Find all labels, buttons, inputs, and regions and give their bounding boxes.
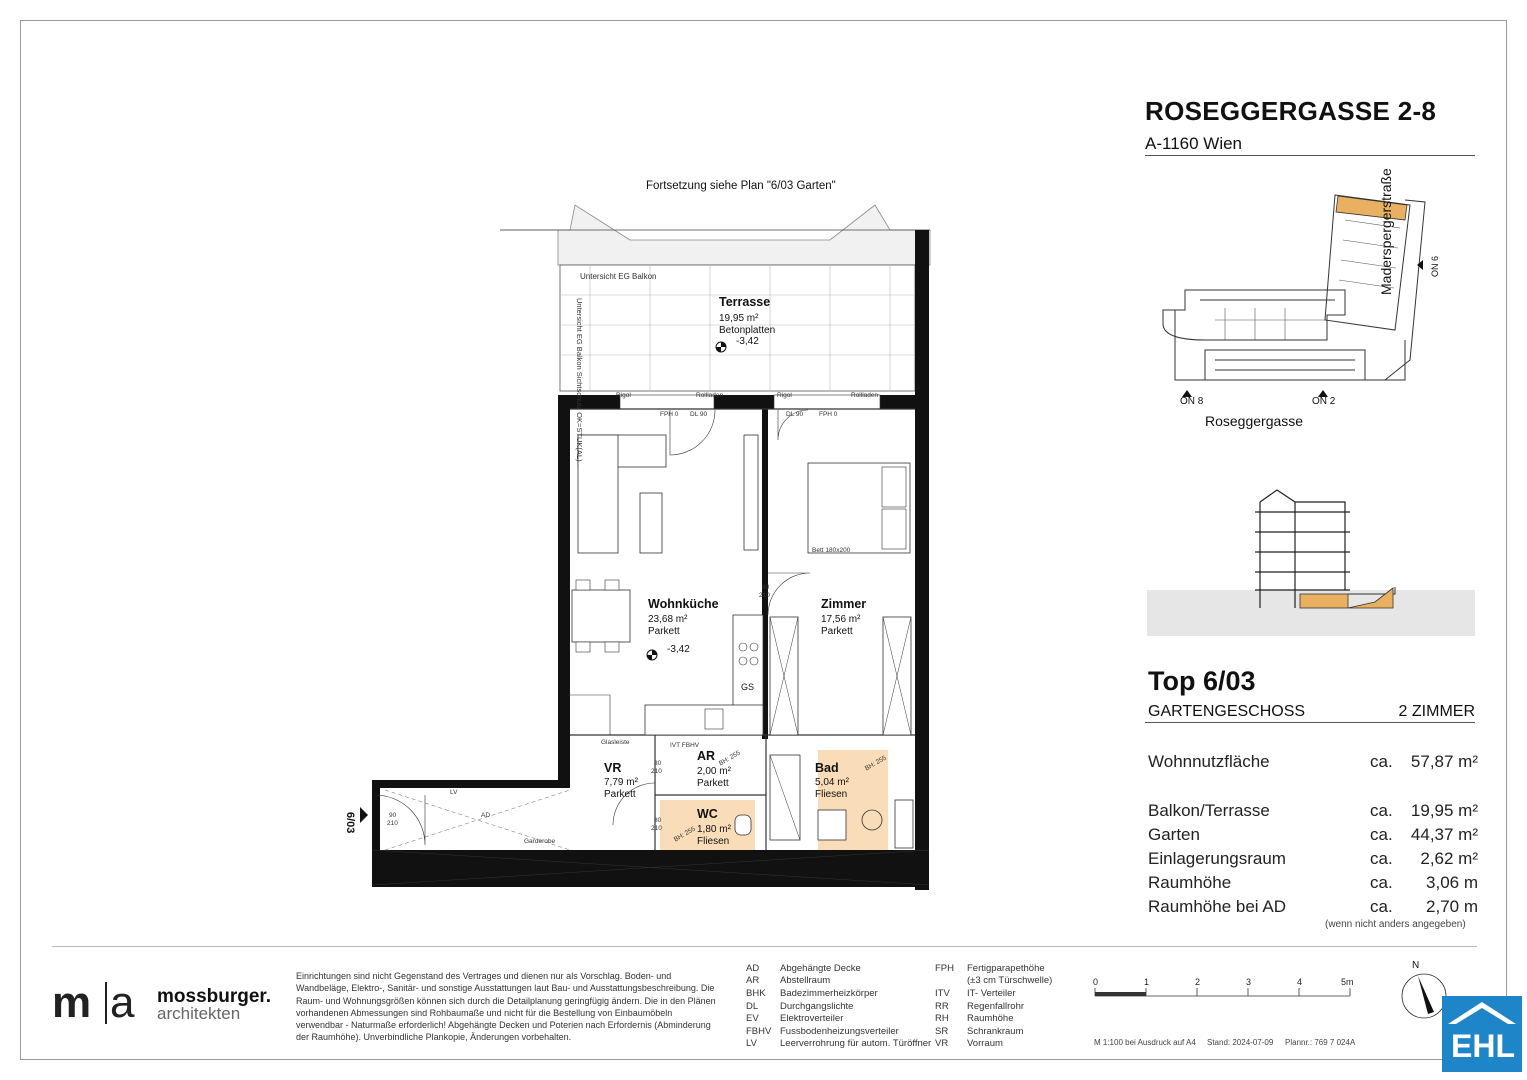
area-value: 3,06 m [1426,873,1478,892]
terrace-level: -3,42 [736,336,759,347]
door-width-label: 80 [762,584,770,591]
area-value: 2,62 m² [1420,849,1478,868]
area-row-height-ad [1148,897,1478,921]
abbr-key: AR [746,975,760,986]
scale-tick-label: 1 [1144,977,1150,987]
fph-label: FPH 0 [660,411,679,418]
entrance-arrow-icon [360,807,368,823]
dl-label-2: DL 90 [786,411,804,418]
hall-name: VR [604,761,622,775]
site-entrance-right: ON 6 [1430,255,1440,277]
abbr-value: Durchgangslichte [780,1001,854,1012]
project-title: ROSEGGERGASSE 2-8 [1145,96,1437,126]
area-value: 57,87 m² [1410,752,1478,771]
living-area: 23,68 m² [648,614,688,625]
abbr-key: VR [935,1038,949,1049]
area-value: 19,95 m² [1410,801,1478,820]
abbr-value: Abgehängte Decke [780,963,861,974]
area-label: Raumhöhe [1148,873,1232,892]
abbr-value: Abstellraum [780,975,831,986]
abbr-key: LV [746,1038,757,1049]
abbr-key: ITV [935,988,950,999]
plan-date: Stand: 2024-07-09 [1207,1038,1274,1047]
abbr-key: RH [935,1013,949,1024]
abbr-value: Elektroverteiler [780,1013,844,1024]
balcony-under-vertical: Untersicht EG Balkon Sichtschutz OK=STUK(AL) [575,298,584,462]
door-width-label-2: 80 [654,760,662,767]
terrace-floor: Betonplatten [719,325,776,336]
lv-label: LV [450,789,458,796]
abbr-value: Vorraum [967,1038,1003,1049]
logo-divider [105,982,107,1024]
area-label: Wohnnutzfläche [1148,752,1270,771]
abbr-value: IT- Verteiler [967,988,1016,999]
area-ca: ca. [1370,873,1393,892]
bedroom-area: 17,56 m² [821,614,861,625]
area-label: Raumhöhe bei AD [1148,897,1286,916]
scale-tick-label: 0 [1093,977,1099,987]
abbr-value: Fussbodenheizungsverteiler [780,1026,899,1037]
rigol-label: Rigol [616,392,631,399]
glass-label: Glasleiste [601,739,630,746]
scale-tick-label: 4 [1297,977,1303,987]
rollladen-label-2: Rollladen [851,392,879,399]
area-ca: ca. [1370,897,1393,916]
door-height-label-3: 210 [651,825,662,832]
bh-label-3: BH: 255 [672,825,697,844]
scale-note: M 1:100 bei Ausdruck auf A4 [1094,1038,1196,1047]
bath-name: Bad [815,761,839,775]
footer-divider [52,946,1477,947]
bedroom-floor: Parkett [821,626,853,637]
storage-name: AR [697,749,716,763]
abbr-key: RR [935,1001,949,1012]
door-width-label-3: 80 [654,817,662,824]
scale-tick-label: 3 [1246,977,1252,987]
rigol-label-2: Rigol [777,392,792,399]
abbr-key: FBHV [746,1026,772,1037]
site-entrance-left: ON 8 [1180,396,1204,407]
bath-area: 5,04 m² [815,777,849,788]
area-label: Balkon/Terrasse [1148,801,1270,820]
site-entrance-mid: ON 2 [1312,396,1336,407]
gs-label: GS [741,682,755,692]
hall-area: 7,79 m² [604,777,638,788]
site-street-right: Maderspergerstraße [1378,168,1394,295]
area-ca: ca. [1370,849,1393,868]
wc-area: 1,80 m² [697,824,731,835]
area-row-garden [1148,825,1478,849]
storage-floor: Parkett [697,778,729,789]
area-label: Einlagerungsraum [1148,849,1286,868]
area-ca: ca. [1370,801,1393,820]
dl-label: DL 90 [690,411,708,418]
abbr-key: FPH [935,963,954,974]
abbr-value: Regenfallrohr [967,1001,1025,1012]
plan-number: Plannr.: 769 7 024A [1285,1038,1356,1047]
logo-name: mossburger. [157,986,272,1007]
scale-tick-label: 2 [1195,977,1201,987]
unit-divider [1145,722,1475,723]
abbr-value: Fertigparapethöhe [967,963,1045,974]
abbr-key: EV [746,1013,759,1024]
abbr-key: DL [746,1001,759,1012]
ehl-text: EHL [1451,1028,1515,1064]
bh-label-2: BH: 255 [863,754,888,773]
north-label: N [1412,960,1420,971]
bed-label: Bett 180x200 [812,547,851,554]
rollladen-label: Rollladen [696,392,724,399]
bath-floor: Fliesen [815,789,848,800]
terrace-name: Terrasse [719,295,771,309]
garderobe-label: Garderobe [524,838,556,845]
area-ca: ca. [1370,825,1393,844]
abbr-value: Schrankraum [967,1026,1024,1037]
plan-continuation: Fortsetzung siehe Plan "6/03 Garten" [646,180,836,192]
title-divider [1145,155,1475,156]
abbr-value: Leerverrohrung für autom. Türöffner [780,1038,932,1049]
logo-subtitle: architekten [157,1004,241,1023]
itv-label: IVT FBHV [670,742,700,749]
terrace-area: 19,95 m² [719,313,759,324]
unit-floor: GARTENGESCHOSS [1148,703,1306,720]
unit-rooms: 2 ZIMMER [1398,703,1475,720]
bedroom-name: Zimmer [821,597,867,611]
balcony-under-label: Untersicht EG Balkon [580,272,657,281]
area-row-storage [1148,849,1478,873]
area-row-living [1148,752,1478,776]
abbr-value: Badezimmerheizkörper [780,988,878,999]
area-ca: ca. [1370,752,1393,771]
wc-name: WC [697,807,718,821]
door-height-label: 210 [759,592,770,599]
project-address: A-1160 Wien [1145,134,1243,153]
logo-m: m [52,978,91,1027]
area-label: Garten [1148,825,1200,844]
abbr-value: Raumhöhe [967,1013,1014,1024]
area-value: 44,37 m² [1410,825,1478,844]
door-unit-label: 6/03 [344,812,356,834]
area-row-height [1148,873,1478,897]
scale-tick-label: 5m [1341,977,1354,987]
area-note: (wenn nicht anders angegeben) [1325,919,1466,930]
wc-floor: Fliesen [697,836,730,847]
section-drawing [1145,482,1477,638]
abbr-key: AD [746,963,760,974]
disclaimer: Einrichtungen sind nicht Gegenstand des Vertrages und dienen nur als Vorschlag. Boden- und Wandbeläge, Elektro-, Sanitär- und sonstige Ausstattungen laut Bau- und Ausstattungsbeschreibung. Die Raum- und Wohnungsgrößen können sich durch die Detailplanung geringfügig ändern. Die in den Plänen vorhandenen Abmessungen sind Rohbaumaße und nicht für die Bestellung von Einbaumöbeln verwendbar - Naturmaße erforderlich! Abgehängte Decken und Poterien nach Erfordernis (Abminderung der Raumhöhe). Unverbindliche Plankopie, Änderungen vorbehalten. [296,971,716,1043]
area-row-balcony [1148,801,1478,825]
door-height-label-2: 210 [651,768,662,775]
unit-number: Top 6/03 [1148,666,1256,696]
living-name: Wohnküche [648,597,719,611]
fph-label-2: FPH 0 [819,411,838,418]
living-level: -3,42 [667,644,690,655]
entry-height-label: 210 [387,820,398,827]
hall-floor: Parkett [604,789,636,800]
living-floor: Parkett [648,626,680,637]
house-roof-icon [1442,998,1522,1028]
bh-label: BH: 255 [717,749,742,768]
abbr-key: BHK [746,988,766,999]
area-value: 2,70 m [1426,897,1478,916]
storage-area: 2,00 m² [697,766,731,777]
entry-width-label: 90 [389,812,397,819]
site-street-bottom: Roseggergasse [1205,413,1304,429]
scale-bar [1090,984,1360,1004]
logo-a: a [110,978,135,1027]
abbr-key: SR [935,1026,949,1037]
abbr-value: (±3 cm Türschwelle) [967,975,1053,986]
ad-label: AD [481,812,491,819]
